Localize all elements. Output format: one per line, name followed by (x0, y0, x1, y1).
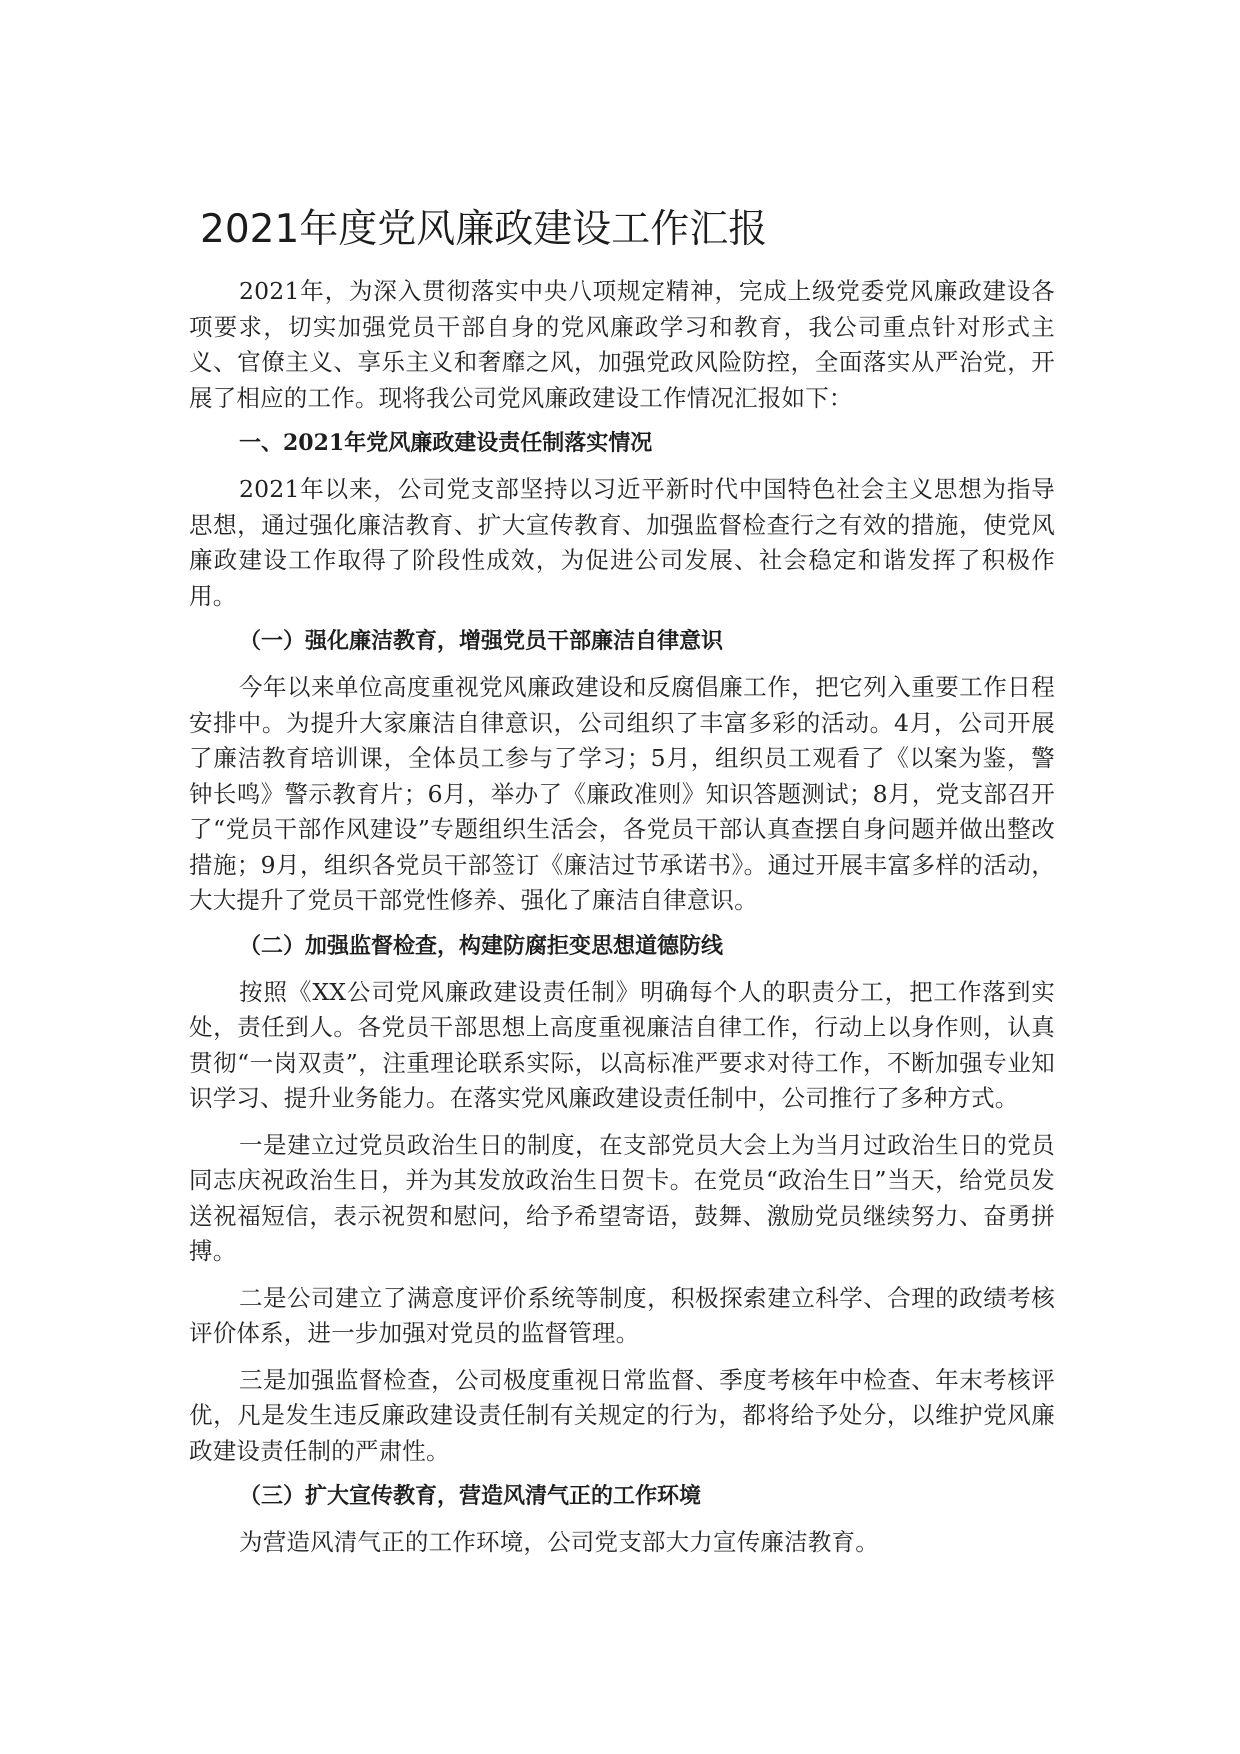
subsection-2-item-3: 三是加强监督检查，公司极度重视日常监督、季度考核年中检查、年末考核评优，凡是发生违反廉政建设责任制有关规定的行为，都将给予处分，以维护党风廉政建设责任制的严肃性。 (189, 1365, 1055, 1465)
subsection-2-item-2: 二是公司建立了满意度评价系统等制度，积极探索建立科学、合理的政绩考核评价体系，进一步加强对党员的监督管理。 (189, 1283, 1055, 1347)
subsection-2-paragraph: 按照《XX公司党风廉政建设责任制》明确每个人的职责分工，把工作落到实处，责任到人。各党员干部思想上高度重视廉洁自律工作，行动上以身作则，认真贯彻“一岗双责”，注重理论联系实际，以高标准严要求对待工作，不断加强专业知识学习、提升业务能力。在落实党风廉政建设责任制中，公司推行了多种方式。 (189, 977, 1055, 1112)
subsection-3-heading: （三）扩大宣传教育，营造风清气正的工作环境 (239, 1483, 702, 1509)
section-1-paragraph: 2021年以来，公司党支部坚持以习近平新时代中国特色社会主义思想为指导思想，通过强化廉洁教育、扩大宣传教育、加强监督检查行之有效的措施，使党风廉政建设工作取得了阶段性成效，为促进公司发展、社会稳定和谐发挥了积极作用。 (189, 475, 1055, 610)
intro-paragraph: 2021年，为深入贯彻落实中央八项规定精神，完成上级党委党风廉政建设各项要求，切实加强党员干部自身的党风廉政学习和教育，我公司重点针对形式主义、官僚主义、享乐主义和奢靡之风，加强党政风险防控，全面落实从严治党，开展了相应的工作。现将我公司党风廉政建设工作情况汇报如下： (189, 277, 1055, 412)
document-title: 2021年度党风廉政建设工作汇报 (200, 207, 768, 252)
subsection-2-item-1: 一是建立过党员政治生日的制度，在支部党员大会上为当月过政治生日的党员同志庆祝政治生日，并为其发放政治生日贺卡。在党员“政治生日”当天，给党员发送祝福短信，表示祝贺和慰问，给予希望寄语，鼓舞、激励党员继续努力、奋勇拼搏。 (189, 1130, 1055, 1265)
subsection-2-heading: （二）加强监督检查，构建防腐拒变思想道德防线 (239, 932, 724, 959)
subsection-1-heading: （一）强化廉洁教育，增强党员干部廉洁自律意识 (239, 628, 724, 654)
section-1-heading: 一、2021年党风廉政建设责任制落实情况 (239, 430, 653, 456)
subsection-3-paragraph: 为营造风清气正的工作环境，公司党支部大力宣传廉洁教育。 (239, 1528, 879, 1556)
document-body (189, 274, 1055, 1561)
subsection-1-paragraph: 今年以来单位高度重视党风廉政建设和反腐倡廉工作，把它列入重要工作日程安排中。为提升大家廉洁自律意识，公司组织了丰富多彩的活动。4月，公司开展了廉洁教育培训课，全体员工参与了学习；5月，组织员工观看了《以案为鉴，警钟长鸣》警示教育片；6月，举办了《廉政准则》知识答题测试；8月，党支部召开了“党员干部作风建设”专题组织生活会，各党员干部认真查摆自身问题并做出整改措施；9月，组织各党员干部签订《廉洁过节承诺书》。通过开展丰富多样的活动，大大提升了党员干部党性修养、强化了廉洁自律意识。 (189, 673, 1055, 914)
